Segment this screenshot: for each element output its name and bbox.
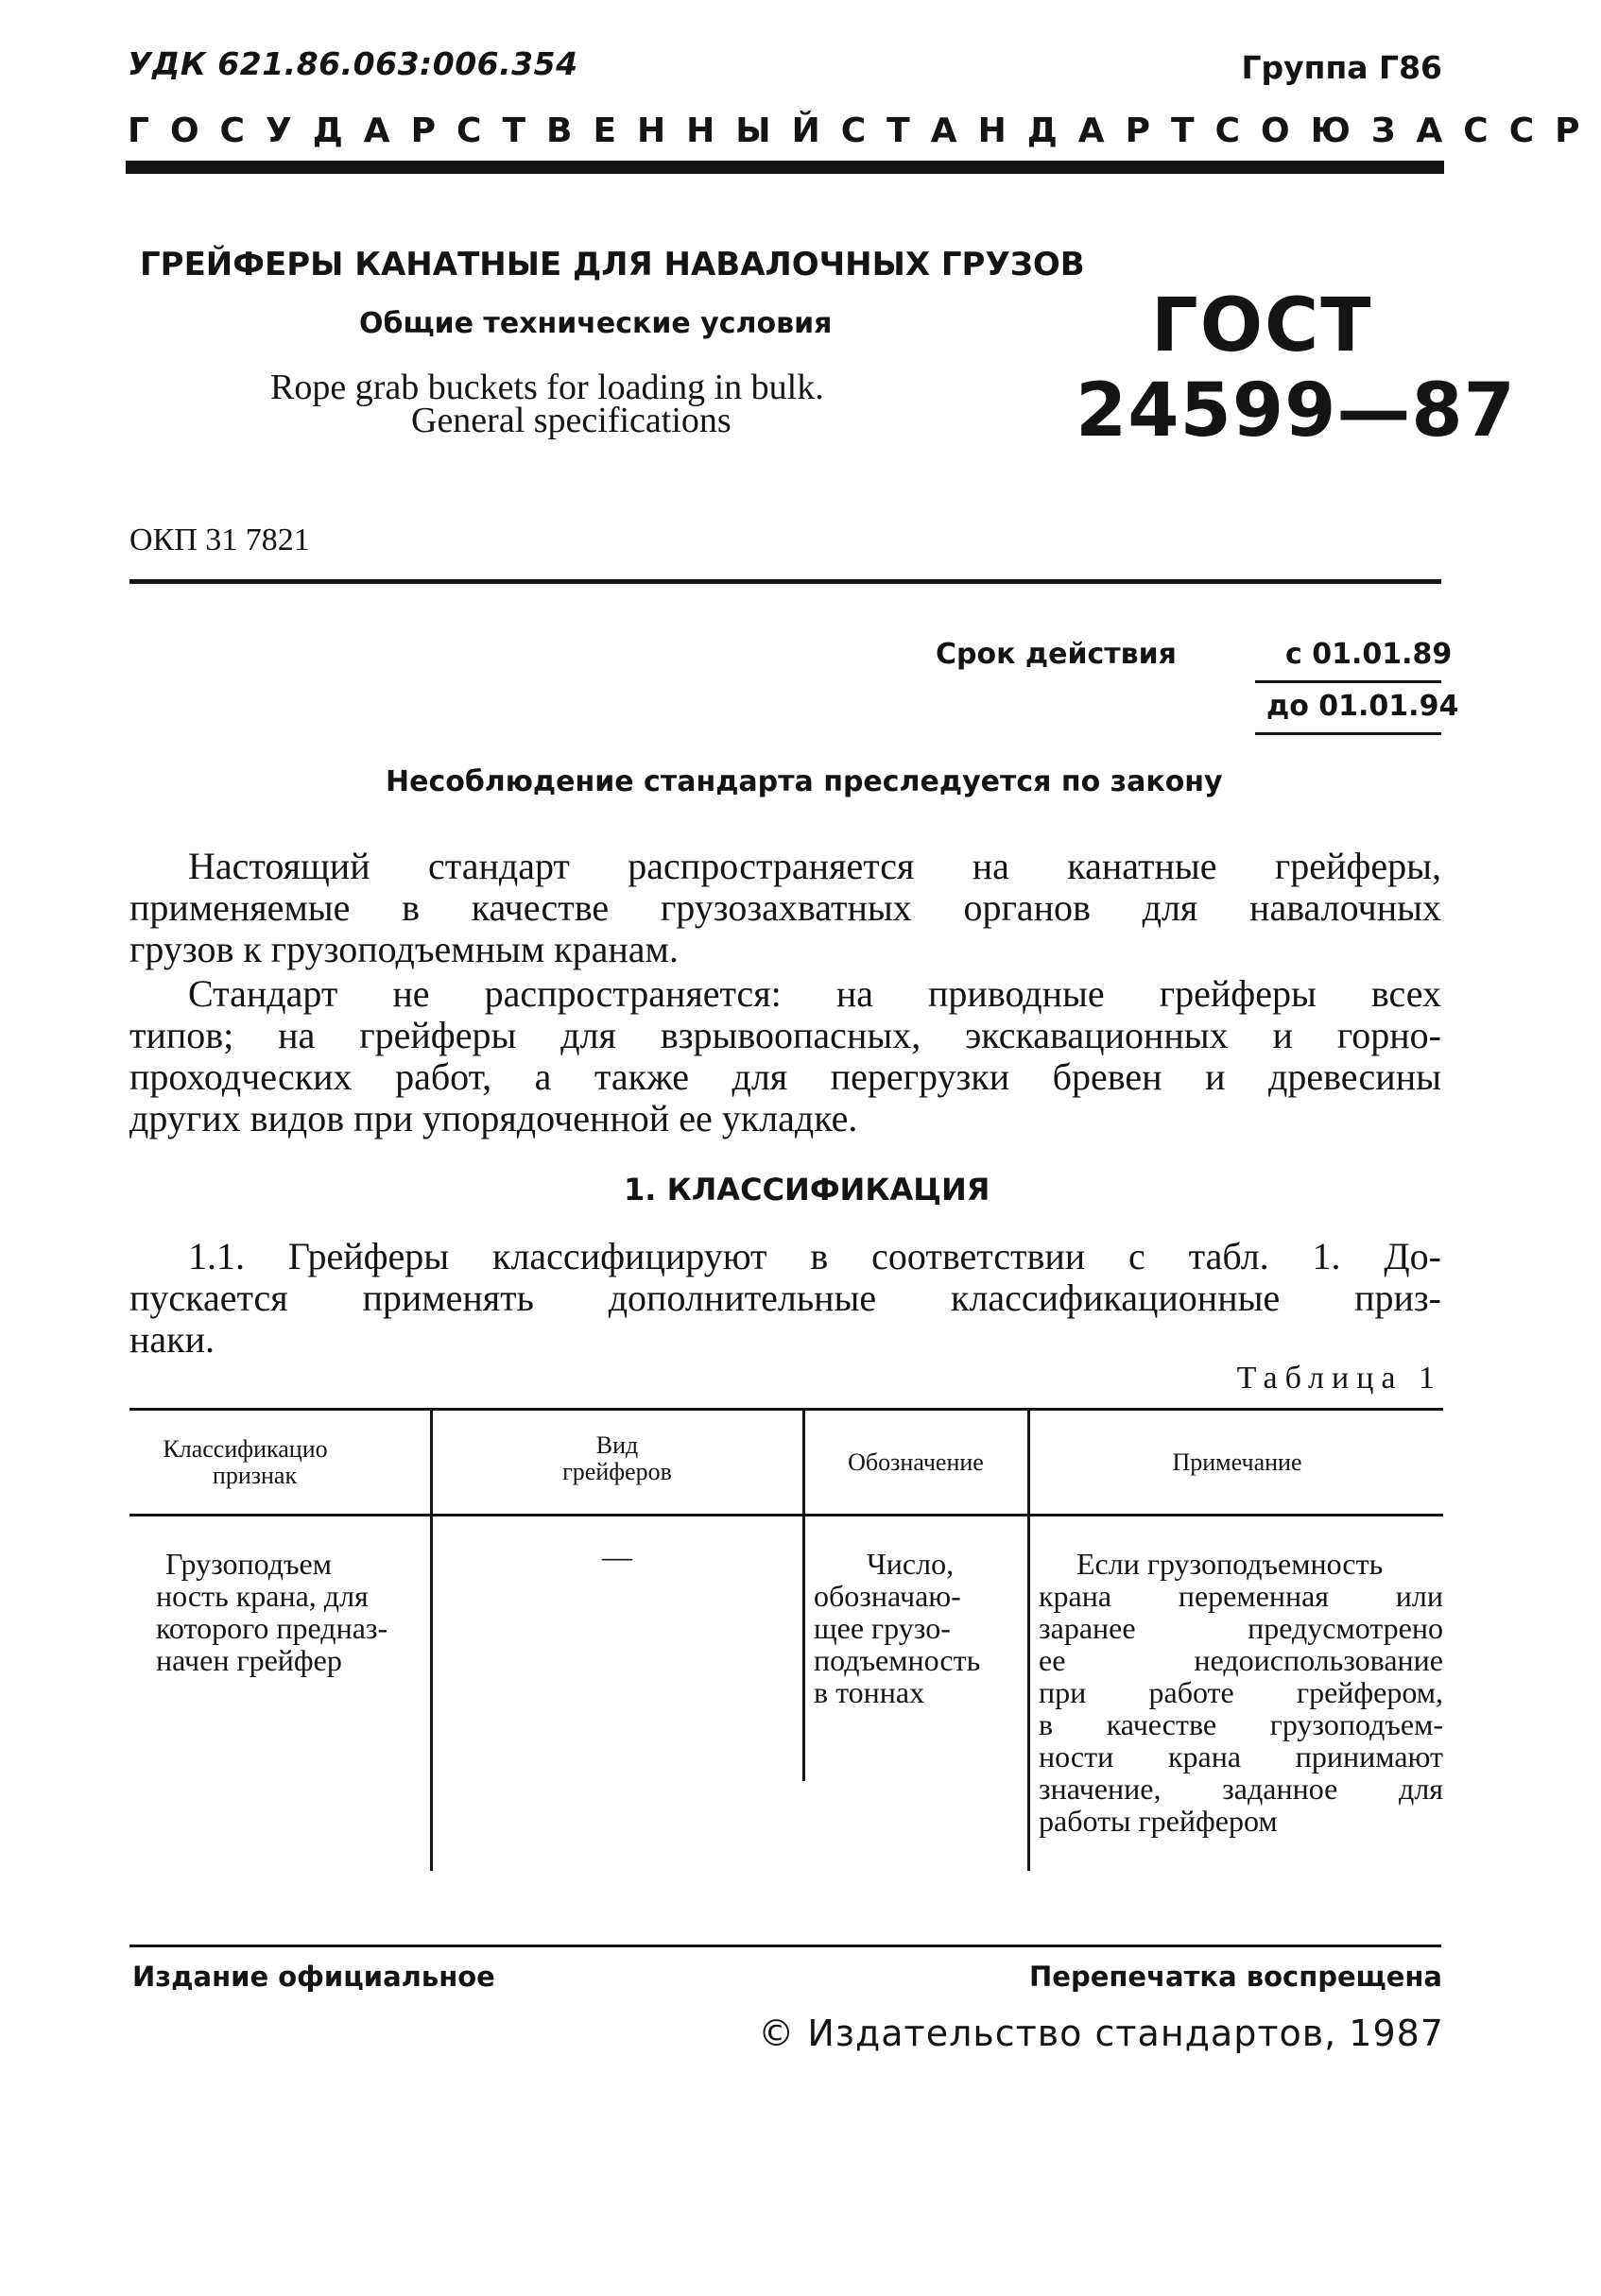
cell-line: Если грузоподъемность: [1076, 1547, 1384, 1581]
table-caption: Таблица 1: [1236, 1361, 1442, 1396]
paragraph-line: пускается применять дополнительные классификационные приз-: [129, 1277, 1441, 1319]
validity-to: до 01.01.94: [1266, 690, 1459, 723]
english-title-line-2: General specifications: [411, 401, 732, 440]
table-header-type: [434, 1432, 800, 1485]
cell-line: при работе грейфером,: [1039, 1675, 1443, 1709]
paragraph-line: других видов при упорядоченной ее укладке.: [129, 1097, 858, 1139]
cell-line: Число,: [867, 1547, 955, 1581]
cell-line: ее недоиспользование: [1039, 1643, 1443, 1677]
banner-word-2: СТАНДАРТ: [840, 111, 1215, 150]
table-cell-designation: [814, 1548, 1027, 1708]
udk-code: УДК 621.86.063:006.354: [128, 45, 578, 82]
cell-line: начен грейфер: [156, 1643, 342, 1677]
table-col-divider: [1027, 1408, 1030, 1871]
table-cell-type: —: [602, 1539, 632, 1573]
section-rule: [129, 579, 1441, 584]
section-heading: 1. КЛАССИФИКАЦИЯ: [624, 1172, 990, 1208]
cell-line: работы грейфером: [1039, 1804, 1278, 1838]
validity-rule-bottom: [1255, 732, 1441, 735]
table-cell-feature: [156, 1548, 430, 1676]
paragraph-classification: [129, 1236, 1441, 1361]
footer-rule: [129, 1945, 1441, 1947]
cell-line: обозначаю-: [814, 1579, 961, 1613]
paragraph-scope: [129, 846, 1441, 970]
paragraph-line: проходческих работ, а также для перегрузки бревен и древесины: [129, 1055, 1441, 1098]
cell-line: которого предназ-: [156, 1611, 388, 1645]
table-cell-note: [1039, 1548, 1443, 1837]
table-header-rule: [129, 1514, 1443, 1516]
header-line: грейферов: [562, 1458, 672, 1485]
law-notice: Несоблюдение стандарта преследуется по закону: [386, 765, 1223, 798]
cell-line: заранее предусмотрено: [1039, 1611, 1443, 1645]
reprint-note: Перепечатка воспрещена: [1029, 1961, 1442, 1993]
document-subtitle: Общие технические условия: [359, 307, 833, 340]
cell-line: значение, заданное для: [1039, 1772, 1443, 1806]
paragraph-line: 1.1. Грейферы классифицируют в соответствии с табл. 1. До-: [188, 1235, 1441, 1277]
english-title-line-1: Rope grab buckets for loading in bulk.: [270, 368, 824, 407]
cell-line: ность крана, для: [156, 1579, 369, 1613]
paragraph-line: Настоящий стандарт распространяется на канатные грейферы,: [188, 845, 1441, 887]
header-line: признак: [212, 1462, 298, 1489]
validity-from: с 01.01.89: [1285, 638, 1453, 671]
gost-label: ГОСТ: [1151, 283, 1373, 368]
edition-note: Издание официальное: [132, 1961, 495, 1993]
header-thick-rule: [126, 161, 1444, 174]
validity-label: Срок действия: [936, 638, 1177, 671]
paragraph-line: типов; на грейферы для взрывоопасных, экскавационных и горно-: [129, 1014, 1441, 1056]
cell-line: в качестве грузоподъем-: [1039, 1707, 1443, 1741]
table-header-feature: [129, 1436, 361, 1489]
table-col-divider: [802, 1408, 805, 1781]
header-line: Классификацио: [163, 1435, 328, 1463]
table-header-designation: Обозначение: [848, 1448, 984, 1476]
cell-line: в тоннах: [814, 1675, 925, 1709]
paragraph-exclusions: [129, 973, 1441, 1139]
gost-number: 24599—87: [1076, 368, 1516, 454]
cell-line: Грузоподъем: [165, 1547, 332, 1581]
banner-word-3: СОЮЗА: [1214, 111, 1464, 150]
paragraph-line: наки.: [129, 1318, 215, 1361]
cell-line: крана переменная или: [1039, 1579, 1443, 1613]
cell-line: ности крана принимают: [1039, 1739, 1443, 1773]
table-header-note: Примечание: [1172, 1448, 1302, 1476]
header-line: Вид: [595, 1431, 639, 1459]
banner-word-1: ГОСУДАРСТВЕННЫЙ: [128, 111, 841, 150]
table-top-rule: [129, 1408, 1443, 1411]
cell-line: подъемность: [814, 1643, 981, 1677]
paragraph-line: применяемые в качестве грузозахватных органов для навалочных: [129, 886, 1441, 929]
state-standard-banner: [128, 111, 1601, 150]
cell-line: щее грузо-: [814, 1611, 951, 1645]
paragraph-line: Стандарт не распространяется: на приводные грейферы всех: [188, 972, 1441, 1015]
paragraph-line: грузов к грузоподъемным кранам.: [129, 928, 679, 970]
okp-code: ОКП 31 7821: [129, 523, 310, 557]
validity-rule-top: [1255, 680, 1441, 683]
publisher-copyright: © Издательство стандартов, 1987: [758, 2013, 1444, 2054]
group-code: Группа Г86: [1241, 49, 1442, 86]
table-col-divider: [430, 1408, 433, 1871]
document-title: ГРЕЙФЕРЫ КАНАТНЫЕ ДЛЯ НАВАЛОЧНЫХ ГРУЗОВ: [140, 246, 1085, 283]
banner-word-4: ССР: [1463, 111, 1601, 150]
classification-table: [129, 1408, 1443, 1871]
